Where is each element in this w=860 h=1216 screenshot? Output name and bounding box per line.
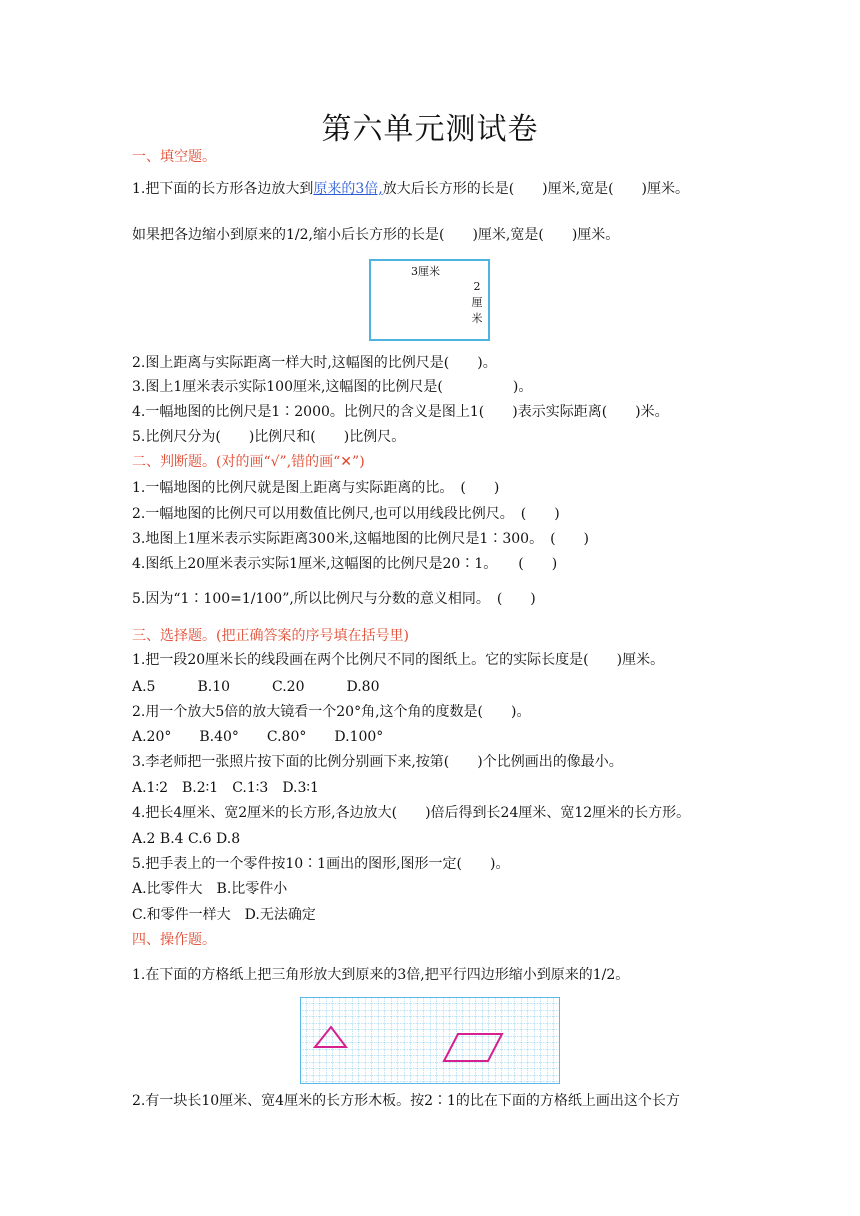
question-2-3: 3.地图上1厘米表示实际距离300米,这幅地图的比例尺是1∶300。 ( ) [132, 531, 589, 547]
grid-lines [301, 998, 559, 1083]
question-1-2: 2.图上距离与实际距离一样大时,这幅图的比例尺是( )。 [132, 355, 497, 371]
question-2-5: 5.因为“1∶100=1/100”,所以比例尺与分数的意义相同。 ( ) [132, 591, 536, 607]
width-label-char-1: 厘 [471, 296, 483, 309]
question-3-3: 3.李老师把一张照片按下面的比例分别画下来,按第( )个比例画出的像最小。 [132, 754, 623, 770]
question-2-2: 2.一幅地图的比例尺可以用数值比例尺,也可以用线段比例尺。 ( ) [132, 506, 560, 522]
question-3-2: 2.用一个放大5倍的放大镜看一个20°角,这个角的度数是( )。 [132, 704, 531, 720]
question-1-1b: 如果把各边缩小到原来的1/2,缩小后长方形的长是( )厘米,宽是( )厘米。 [132, 227, 620, 243]
question-3-4-options: A.2 B.4 C.6 D.8 [132, 831, 241, 847]
question-1-4: 4.一幅地图的比例尺是1∶2000。比例尺的含义是图上1( )表示实际距离( )米。 [132, 404, 669, 420]
question-3-5: 5.把手表上的一个零件按10∶1画出的图形,图形一定( )。 [132, 856, 510, 872]
section-2-heading: 二、判断题。(对的画“√”,错的画“✕”) [132, 454, 365, 470]
question-1-1-pre: 1.把下面的长方形各边放大到 [132, 181, 314, 197]
question-3-5-options-a: A.比零件大 B.比零件小 [132, 881, 288, 897]
question-3-3-options: A.1∶2 B.2∶1 C.1∶3 D.3∶1 [132, 780, 319, 796]
width-label-char-2: 米 [471, 312, 483, 325]
section-3-heading: 三、选择题。(把正确答案的序号填在括号里) [132, 628, 409, 644]
question-3-2-options: A.20° B.40° C.80° D.100° [132, 729, 384, 745]
question-3-1-options: A.5 B.10 C.20 D.80 [132, 679, 380, 695]
question-2-1: 1.一幅地图的比例尺就是图上距离与实际距离的比。 ( ) [132, 480, 500, 496]
section-1-heading: 一、填空题。 [132, 149, 216, 165]
question-1-1-link[interactable]: 原来的3倍, [313, 181, 383, 197]
grid-paper-figure [300, 997, 560, 1084]
question-1-3: 3.图上1厘米表示实际100厘米,这幅图的比例尺是( )。 [132, 379, 533, 395]
rectangle-width-label [471, 279, 483, 327]
question-1-5: 5.比例尺分为( )比例尺和( )比例尺。 [132, 429, 406, 445]
rectangle-figure [369, 259, 490, 341]
question-3-1: 1.把一段20厘米长的线段画在两个比例尺不同的图纸上。它的实际长度是( )厘米。 [132, 652, 665, 668]
question-3-5-options-b: C.和零件一样大 D.无法确定 [132, 907, 316, 923]
question-3-4: 4.把长4厘米、宽2厘米的长方形,各边放大( )倍后得到长24厘米、宽12厘米的长方形。 [132, 805, 691, 821]
question-4-1: 1.在下面的方格纸上把三角形放大到原来的3倍,把平行四边形缩小到原来的1/2。 [132, 967, 630, 983]
page-title: 第六单元测试卷 [321, 112, 539, 147]
question-4-2: 2.有一块长10厘米、宽4厘米的长方形木板。按2∶1的比在下面的方格纸上画出这个长方 [132, 1093, 680, 1109]
section-4-heading: 四、操作题。 [132, 932, 216, 948]
question-1-1 [132, 179, 689, 199]
question-1-1-post: 放大后长方形的长是( )厘米,宽是( )厘米。 [382, 181, 690, 197]
rectangle-length-label: 3厘米 [411, 265, 440, 278]
width-label-digit: 2 [473, 280, 481, 293]
question-2-4: 4.图纸上20厘米表示实际1厘米,这幅图的比例尺是20∶1。 ( ) [132, 556, 558, 572]
